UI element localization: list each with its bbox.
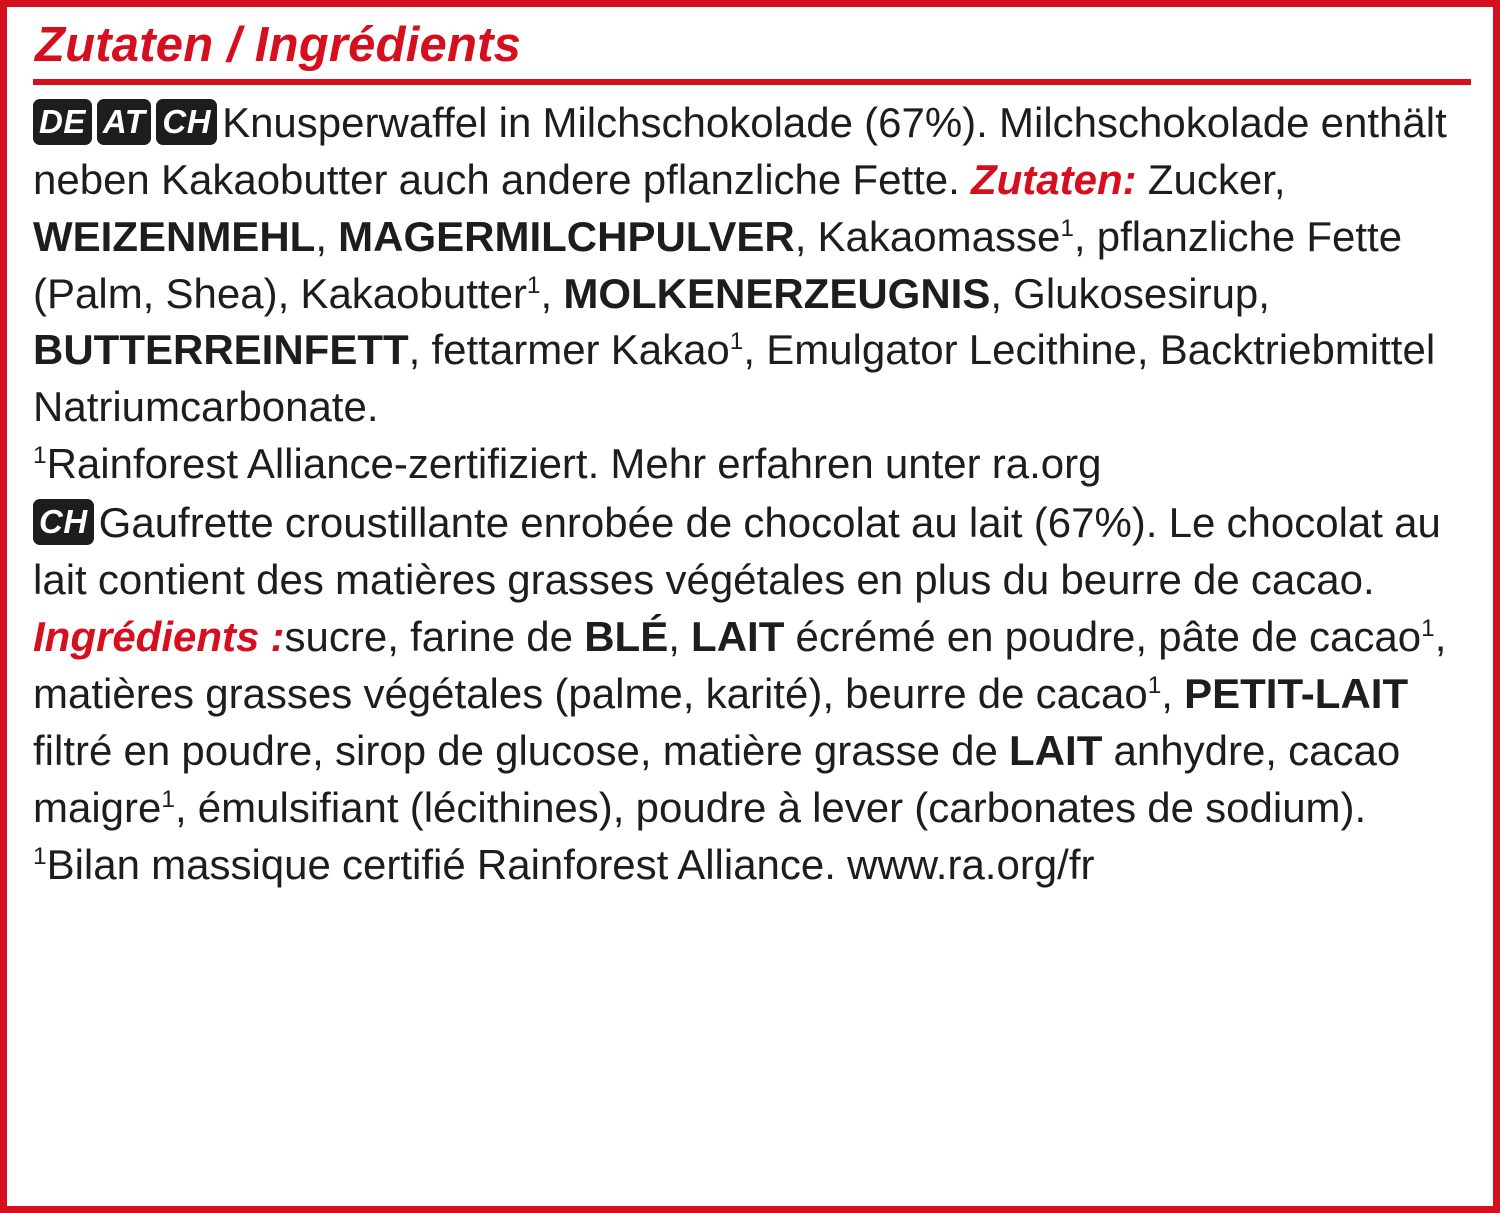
french-footnote-marker-1: 1 [1421, 614, 1435, 642]
french-ing-part-4: , matières grasses végétales (palme, karité), beurre de cacao [33, 612, 1447, 717]
french-footnote-text: Bilan massique certifié Rainforest Alliance. www.ra.org/fr [46, 840, 1095, 888]
french-ing-part-1: sucre, farine de [284, 612, 585, 660]
french-ing-part-6: filtré en poudre, sirop de glucose, matière grasse de [33, 726, 1010, 774]
german-ing-part-4: , pflanzliche Fette (Palm, Shea), Kakaobutter [33, 212, 1403, 317]
language-tag-ch-fr: CH [33, 499, 94, 545]
german-footnote-text: Rainforest Alliance-zertifiziert. Mehr erfahren unter ra.org [46, 440, 1102, 488]
german-allergen-butterreinfett: BUTTERREINFETT [33, 326, 409, 374]
language-tag-at: AT [97, 99, 152, 145]
german-footnote-marker-3: 1 [729, 328, 744, 356]
german-footnote-marker-1: 1 [1060, 214, 1074, 242]
french-ing-part-3: écrémé en poudre, pâte de cacao [784, 612, 1422, 660]
french-intro-text: Gaufrette croustillante enrobée de chocolat au lait (67%). Le chocolat au lait contient des matières grasses végétales en plus du beurre de cacao. [33, 499, 1441, 604]
french-footnote-marker-3: 1 [161, 785, 175, 813]
german-ing-part-5: , [540, 269, 564, 317]
german-ing-part-8: , Emulgator Lecithine, Backtriebmittel Natriumcarbonate. [33, 326, 1436, 431]
french-ing-part-8: , émulsifiant (lécithines), poudre à lever (carbonates de sodium). [174, 783, 1367, 831]
page-title: Zutaten / Ingrédients [35, 18, 522, 72]
french-ingredients-label: Ingrédients : [33, 612, 285, 660]
title-divider [33, 79, 1471, 85]
german-ing-part-2: , [315, 212, 339, 260]
german-language-tags [33, 99, 222, 146]
german-ingredients-paragraph [33, 95, 1471, 493]
french-language-tags [33, 499, 99, 546]
german-allergen-magermilchpulver: MAGERMILCHPULVER [338, 212, 795, 260]
german-allergen-weizenmehl: WEIZENMEHL [33, 212, 316, 260]
french-ingredients-paragraph [33, 495, 1471, 893]
language-tag-ch-de: CH [156, 99, 217, 145]
french-ing-part-7: anhydre, cacao maigre [33, 726, 1401, 831]
french-allergen-petit-lait: PETIT-LAIT [1184, 669, 1409, 717]
german-allergen-molkenerzeugnis: MOLKENERZEUGNIS [563, 269, 991, 317]
german-ing-part-3: , Kakaomasse [794, 212, 1061, 260]
german-footnote-marker-2: 1 [526, 271, 541, 299]
french-footnote-sup: 1 [33, 842, 47, 870]
french-allergen-lait-anhydre: LAIT [1009, 726, 1103, 774]
german-ing-part-7: , fettarmer Kakao [408, 326, 730, 374]
french-allergen-lait: LAIT [691, 612, 785, 660]
language-tag-de: DE [33, 99, 92, 145]
french-allergen-ble: BLÉ [584, 612, 669, 660]
german-footnote-sup: 1 [33, 442, 47, 470]
german-intro-text: Knusperwaffel in Milchschokolade (67%). Milchschokolade enthält neben Kakaobutter auch andere pflanzliche Fette. [33, 98, 1447, 203]
german-ing-part-1: Zucker, [1136, 155, 1286, 203]
german-ing-part-6: , Glukosesirup, [990, 269, 1270, 317]
french-footnote-marker-2: 1 [1147, 671, 1162, 699]
german-ingredients-label: Zutaten: [970, 155, 1137, 203]
french-ing-part-2: , [668, 612, 692, 660]
french-ing-part-5: , [1161, 669, 1185, 717]
